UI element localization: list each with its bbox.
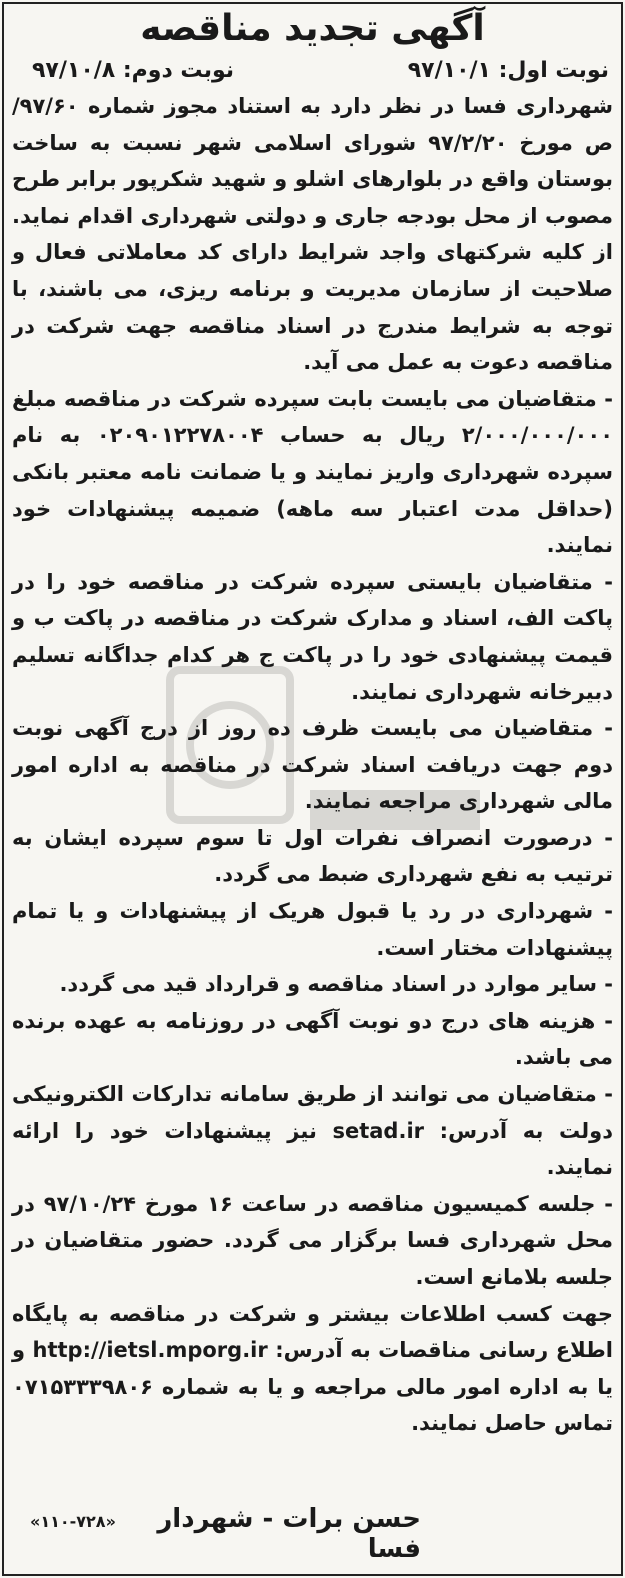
documents-deadline-clause: - متقاضیان می بایست ظرف ده روز از درج آگهی نوبت دوم جهت دریافت اسناد شرکت در مناقصه به اداره امور مالی شهرداری مراجعه نمایند. <box>12 716 613 814</box>
contact-info-paragraph: جهت کسب اطلاعات بیشتر و شرکت در مناقصه به پایگاه اطلاع رسانی مناقصات به آدرس: http://ietsl.mporg.ir و یا به اداره امور مالی مراجعه و یا به شماره ۰۷۱۵۳۳۳۹۸۰۶ تماس حاصل نمایند. <box>12 1301 613 1436</box>
setad-clause: - متقاضیان می توانند از طریق سامانه تدارکات الکترونیکی دولت به آدرس: setad.ir نیز پیشنهادات خود را ارائه نمایند. <box>12 1082 613 1180</box>
deposit-clause: - متقاضیان می بایست بابت سپرده شرکت در مناقصه مبلغ ۲/۰۰۰/۰۰۰/۰۰۰ ریال به حساب ۰۲۰۹۰۱۲۲۷۸۰۰۴ به نام سپرده شهرداری واریز نمایند و یا ضمانت نامه معتبر بانکی (حداقل مدت اعتبار سه ماهه) ضمیمه پیشنهادات خود نمایند. <box>12 386 614 558</box>
intro-paragraph: شهرداری فسا در نظر دارد به استناد مجوز شماره ۹۷/۶۰/ص مورخ ۹۷/۲/۲۰ شورای اسلامی شهر نسبت به ساخت بوستان واقع در بلوارهای اشلو و شهید شکرپور برابر طرح مصوب از محل بودجه جاری و دولتی شهرداری اقدام نماید. از کلیه شرکتهای واجد شرایط دارای کد معاملاتی فعال و صلاحیت از سازمان مدیریت و برنامه ریزی، می باشند، با توجه به شرایط مندرج در اسناد مناقصه جهت شرکت در مناقصه دعوت به عمل می آید. <box>12 94 613 375</box>
commission-session-clause: - جلسه کمیسیون مناقصه در ساعت ۱۶ مورخ ۹۷/۱۰/۲۴ در محل شهرداری فسا برگزار می گردد. حضور متقاضیان در جلسه بلامانع است. <box>12 1191 614 1289</box>
rejection-rights-clause: - شهرداری در رد یا قبول هریک از پیشنهادات و یا تمام پیشنهادات مختار است. <box>12 899 613 960</box>
signature-line <box>30 1504 611 1564</box>
envelopes-clause: - متقاضیان بایستی سپرده شرکت در مناقصه خود را در پاکت الف، اسناد و مدارک شرکت در مناقصه در پاکت ب و قیمت پیشنهادی خود را در پاکت ج هر کدام جداگانه تسلیم دبیرخانه شهرداری نمایند. <box>12 569 613 704</box>
ad-cost-clause: - هزینه های درج دو نوبت آگهی در روزنامه به عهده برنده می باشد. <box>12 1008 613 1070</box>
reference-code: «۱۱۰-۷۲۸» <box>30 1512 116 1531</box>
notice-content <box>12 6 613 1442</box>
mayor-signature: حسن برات - شهردار فسا <box>157 1504 421 1564</box>
forfeiture-clause: - درصورت انصراف نفرات اول تا سوم سپرده ایشان به ترتیب به نفع شهرداری ضبط می گردد. <box>12 825 613 887</box>
notice-body <box>12 88 613 1442</box>
second-turn-date: نوبت دوم: ۹۷/۱۰/۸ <box>32 58 235 83</box>
publication-turns <box>12 54 613 88</box>
other-terms-clause: - سایر موارد در اسناد مناقصه و قرارداد قید می گردد. <box>59 972 613 997</box>
notice-title: آگهی تجدید مناقصه <box>140 8 485 49</box>
first-turn-date: نوبت اول: ۹۷/۱۰/۱ <box>407 58 609 83</box>
